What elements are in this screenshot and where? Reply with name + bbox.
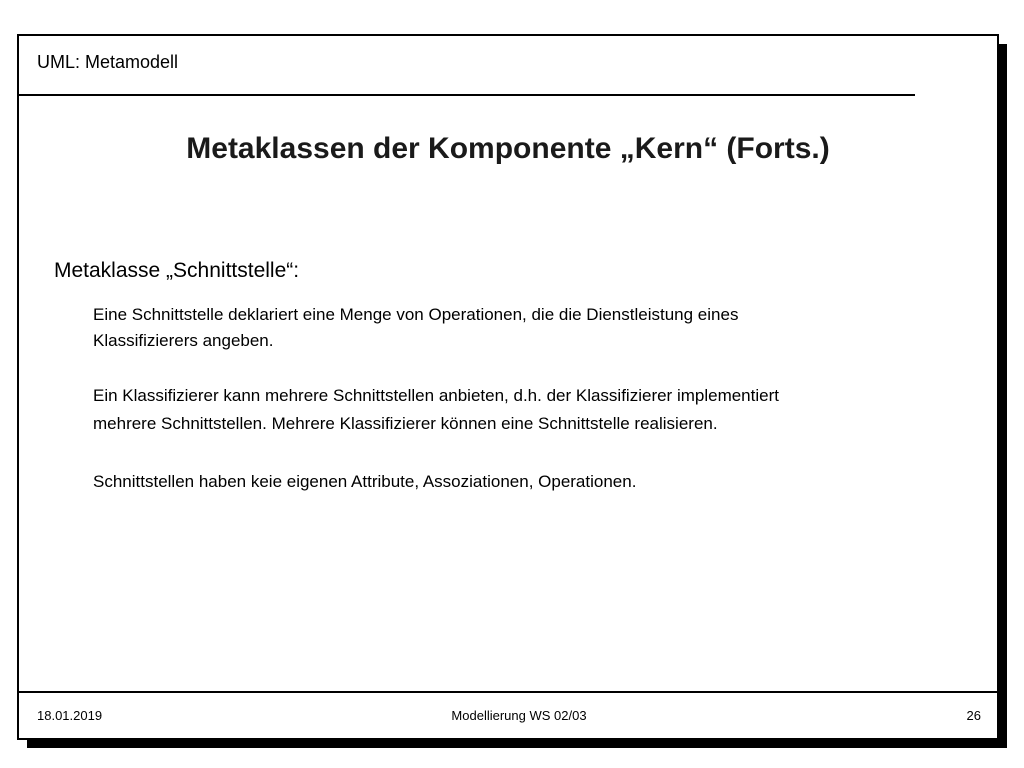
section-heading: Metaklasse „Schnittstelle“: — [54, 259, 300, 282]
paragraph-line: Schnittstellen haben keie eigenen Attribute, Assoziationen, Operationen. — [93, 472, 637, 491]
page-number: 26 — [966, 708, 981, 723]
paragraph-definition — [93, 302, 953, 354]
paragraph-line: Eine Schnittstelle deklariert eine Menge von Operationen, die die Dienstleistung eines — [93, 305, 739, 324]
header-title: UML: Metamodell — [37, 52, 179, 72]
paragraph-implementation — [93, 382, 953, 438]
footer-divider — [19, 691, 997, 693]
footer-course: Modellierung WS 02/03 — [451, 708, 587, 723]
paragraph-line: Ein Klassifizierer kann mehrere Schnittstellen anbieten, d.h. der Klassifizierer implementiert — [93, 386, 779, 405]
paragraph-attributes — [93, 469, 953, 495]
footer-date: 18.01.2019 — [37, 708, 103, 723]
slide-title: Metaklassen der Komponente „Kern“ (Forts.) — [186, 132, 830, 165]
paragraph-line: mehrere Schnittstellen. Mehrere Klassifizierer können eine Schnittstelle realisieren. — [93, 414, 718, 433]
header-divider — [19, 94, 915, 96]
slide — [17, 34, 999, 740]
paragraph-line: Klassifizierers angeben. — [93, 331, 274, 350]
